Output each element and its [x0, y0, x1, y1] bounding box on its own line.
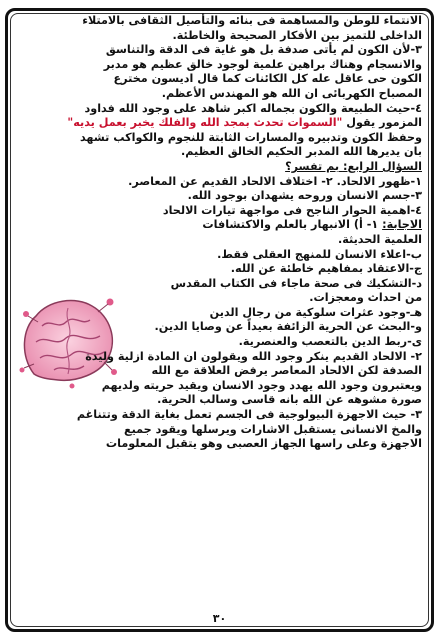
answer-line: هـ-وجود عثرات سلوكية من رجال الدين: [209, 305, 422, 319]
text-line: ٤-حيث الطبيعة والكون بجماله اكبر شاهد على وجود الله فداود: [84, 101, 422, 115]
bible-quote: "السموات تحدث بمجد الله والفلك يخبر بعمل يديه": [67, 116, 343, 130]
question-label: السؤال الرابع:: [342, 159, 422, 173]
answer-line: و-البحث عن الحرية الزائفة بعيداً عن وصايا الدين.: [154, 320, 422, 334]
answer-line: من احداث ومعجزات.: [309, 291, 422, 305]
answer-line: ج-الاعتقاد بمفاهيم خاطئة عن الله.: [230, 262, 422, 276]
answer-line: ٢- الالحاد القديم ينكر وجود الله ويقولون ان المادة ازلية وليدة: [85, 349, 422, 363]
question-item: ١-ظهور الالحاد. ٢- اختلاف الالحاد القديم عن المعاصر.: [128, 174, 422, 188]
text-line: [14, 116, 422, 131]
text-line: الكون حى عاقل عله كل الكائنات كما قال اديسون مخترع: [113, 72, 422, 86]
page-text: [14, 14, 422, 452]
answer-label: الاجابة:: [382, 218, 422, 232]
text-line: الانتماء للوطن والمساهمة فى بنائه والتأصيل الثقافى بالامتلاء: [82, 14, 422, 27]
answer-line: د-التشكيك فى صحة ماجاء فى الكتاب المقدس: [170, 276, 422, 290]
answer-line: ويعتبرون وجود الله يهدد وجود الانسان ويقيد حريته ولديهم: [101, 378, 422, 392]
text-line: وحفظ الكون وتدبيره والمسارات الثابتة للنجوم والكواكب تشهد: [79, 130, 422, 144]
question-instruction: بم تفسر؟: [285, 159, 343, 173]
text-line: ٣-لأن الكون لم يأتى صدفة بل هو غاية فى الدقة والتناسق: [105, 43, 422, 57]
text-span: المزمور يقول: [342, 116, 422, 130]
answer-line: والمخ الانسانى يستقبل الاشارات ويرسلها ويقود جميع: [123, 422, 422, 436]
text-line: والانسجام وهناك براهين علمية لوجود خالق عظيم هو مدبر: [103, 57, 422, 71]
answer-line: العلمية الحديثة.: [337, 232, 422, 246]
answer-text: ١- أ) الانبهار بالعلم والاكتشافات: [202, 218, 383, 232]
question-item: ٤-اهمية الحوار الناجح فى مواجهة تيارات الالحاد: [162, 203, 422, 217]
answer-line: الصدفة لكن الالحاد المعاصر يرفض العلاقة مع الله: [151, 364, 422, 378]
page-number: ٣٠: [212, 612, 227, 625]
answer-line: ب-اعلاء الانسان للمنهج العقلى فقط.: [217, 247, 422, 261]
answer-line: ٣- حيث الاجهزة البيولوجية فى الجسم تعمل بغاية الدقة وتتناغم: [76, 408, 422, 422]
answer-line: صورة مشوهه عن الله بانه قاسى وسالب الحرية.: [157, 393, 422, 407]
answer-line: ى-ربط الدين بالتعصب والعنصرية.: [238, 335, 422, 349]
question-heading: [14, 160, 422, 175]
answer-line: الاجهزة وعلى راسها الجهاز العصبى وهو يتقبل المعلومات: [105, 437, 422, 451]
question-item: ٣-جسم الانسان وروحه يشهدان بوجود الله.: [187, 189, 422, 203]
text-line: بان يديرها الله المدبر الحكيم الخالق العظيم.: [180, 145, 422, 159]
text-line: المصباح الكهربائى ان الله هو المهندس الأعظم.: [161, 86, 422, 100]
text-line: الداخلى للتميز بين الأفكار الصحيحة والخاطئة.: [172, 28, 422, 42]
answer-line: [132, 218, 422, 233]
